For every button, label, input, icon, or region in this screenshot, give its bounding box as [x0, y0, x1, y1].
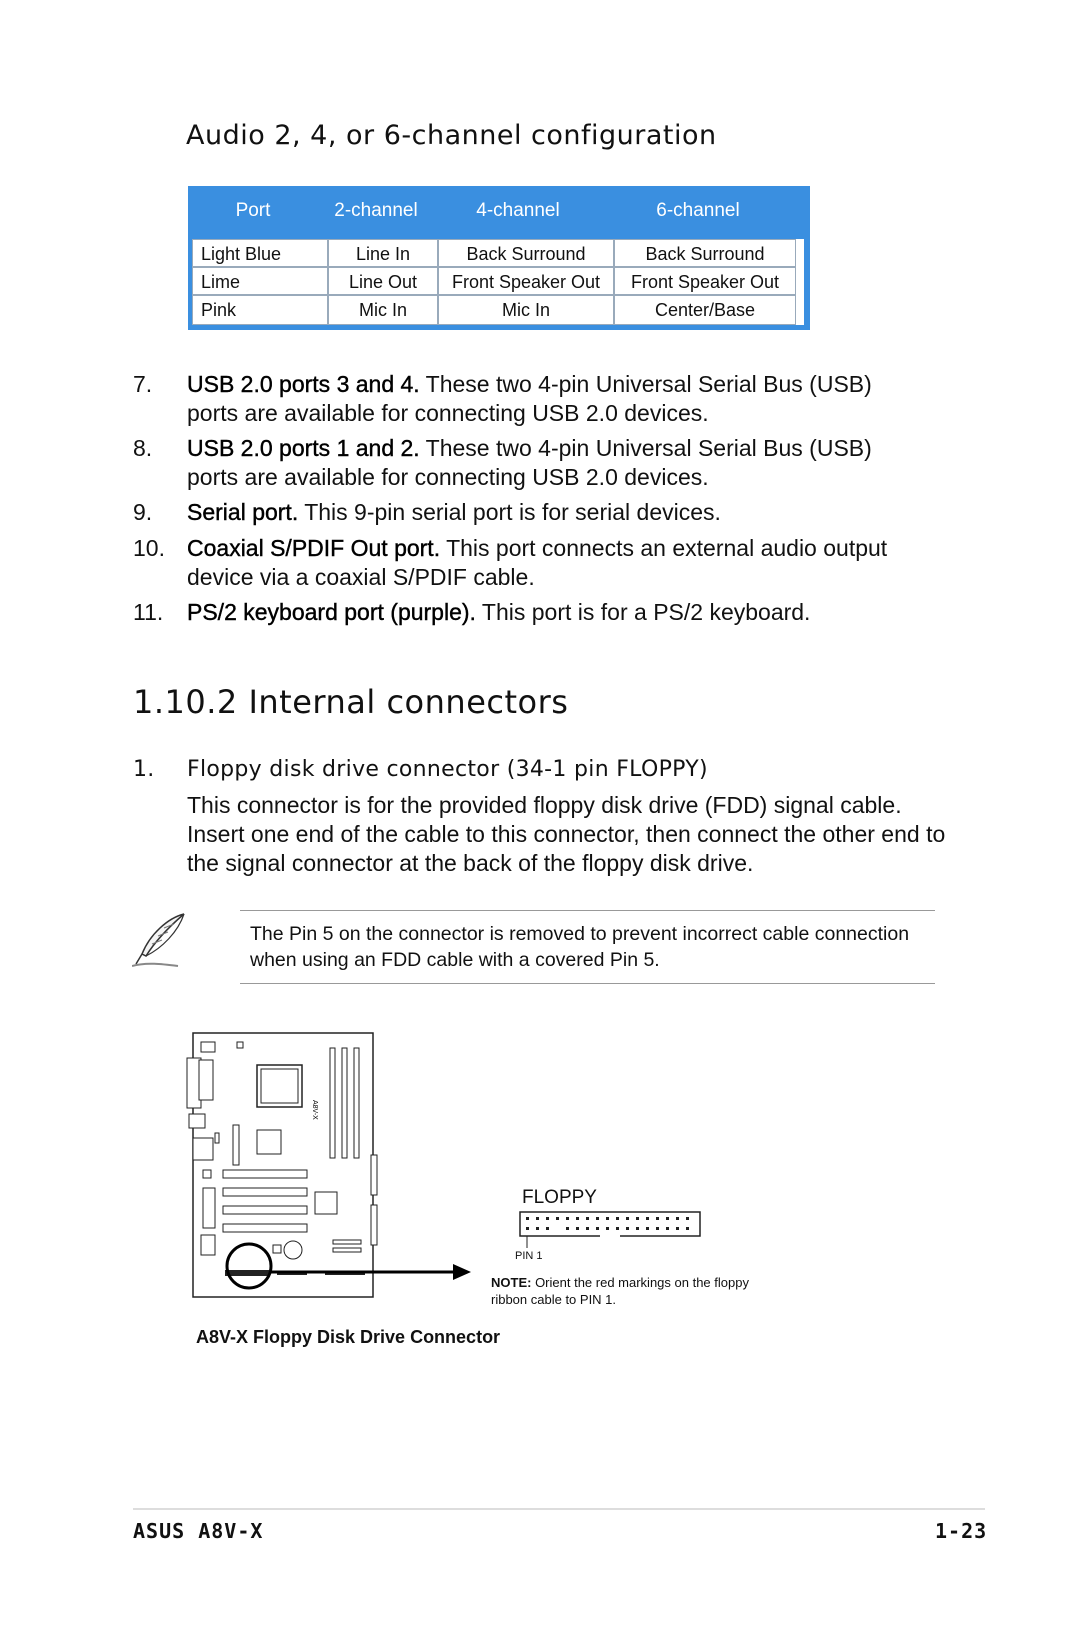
list-item: 8. USB 2.0 ports 1 and 2. These two 4-pin Universal Serial Bus (USB) ports are available for connecting USB 2.0 devices. [133, 435, 872, 490]
note-text: The Pin 5 on the connector is removed to prevent incorrect cable connection when using an FDD cable with a covered Pin 5. [250, 923, 910, 971]
list-item: 7. USB 2.0 ports 3 and 4. These two 4-pin Universal Serial Bus (USB) ports are available for connecting USB 2.0 devices. [133, 371, 872, 426]
svg-text:A8V-X: A8V-X [311, 1100, 318, 1120]
table-cell: Back Surround [614, 239, 796, 267]
table-cell: Back Surround [438, 239, 614, 267]
table-cell: Line In [328, 239, 438, 267]
section-heading-internal: 1.10.2 Internal connectors [133, 683, 569, 721]
list-item: 11. PS/2 keyboard port (purple). This port is for a PS/2 keyboard. [133, 599, 811, 625]
table-body [192, 239, 804, 325]
table-cell: Mic In [438, 295, 614, 325]
motherboard-diagram [185, 1030, 485, 1305]
floppy-paragraph: This connector is for the provided floppy disk drive (FDD) signal cable. Insert one end of the cable to this connector, then connect the other end to the signal connector at the back of the floppy disk drive. [187, 792, 946, 876]
list-item: 10. Coaxial S/PDIF Out port. This port connects an external audio output device via a coaxial S/PDIF cable. [133, 535, 888, 590]
table-cell: Light Blue [192, 239, 328, 267]
table-header-2ch: 2-channel [334, 200, 418, 221]
note-box [240, 910, 935, 984]
table-cell: Mic In [328, 295, 438, 325]
table-header-4ch: 4-channel [476, 200, 560, 221]
table-header-port: Port [235, 200, 271, 221]
audio-config-table [188, 186, 810, 330]
feather-pen-icon [132, 910, 194, 970]
table-cell: Front Speaker Out [614, 267, 796, 295]
table-header-row [188, 186, 810, 234]
footer-product: ASUS A8V-X [133, 1519, 264, 1543]
footer-divider [133, 1508, 985, 1510]
table-cell: Front Speaker Out [438, 267, 614, 295]
section-heading-audio: Audio 2, 4, or 6-channel configuration [186, 120, 717, 151]
footer-page-number: 1-23 [935, 1519, 988, 1543]
floppy-connector-label: FLOPPY [522, 1187, 597, 1208]
pin1-label: PIN 1 [515, 1250, 543, 1262]
table-cell: Center/Base [614, 295, 796, 325]
list-item: 9. Serial port. This 9-pin serial port is for serial devices. [133, 499, 721, 525]
floppy-connector-pins [518, 1210, 702, 1250]
table-cell: Line Out [328, 267, 438, 295]
diagram-caption: A8V-X Floppy Disk Drive Connector [196, 1327, 501, 1347]
diagram-note: NOTE: Orient the red markings on the floppy ribbon cable to PIN 1. [491, 1275, 749, 1307]
table-cell: Pink [192, 295, 328, 325]
table-header-6ch: 6-channel [656, 200, 740, 221]
table-cell: Lime [192, 267, 328, 295]
